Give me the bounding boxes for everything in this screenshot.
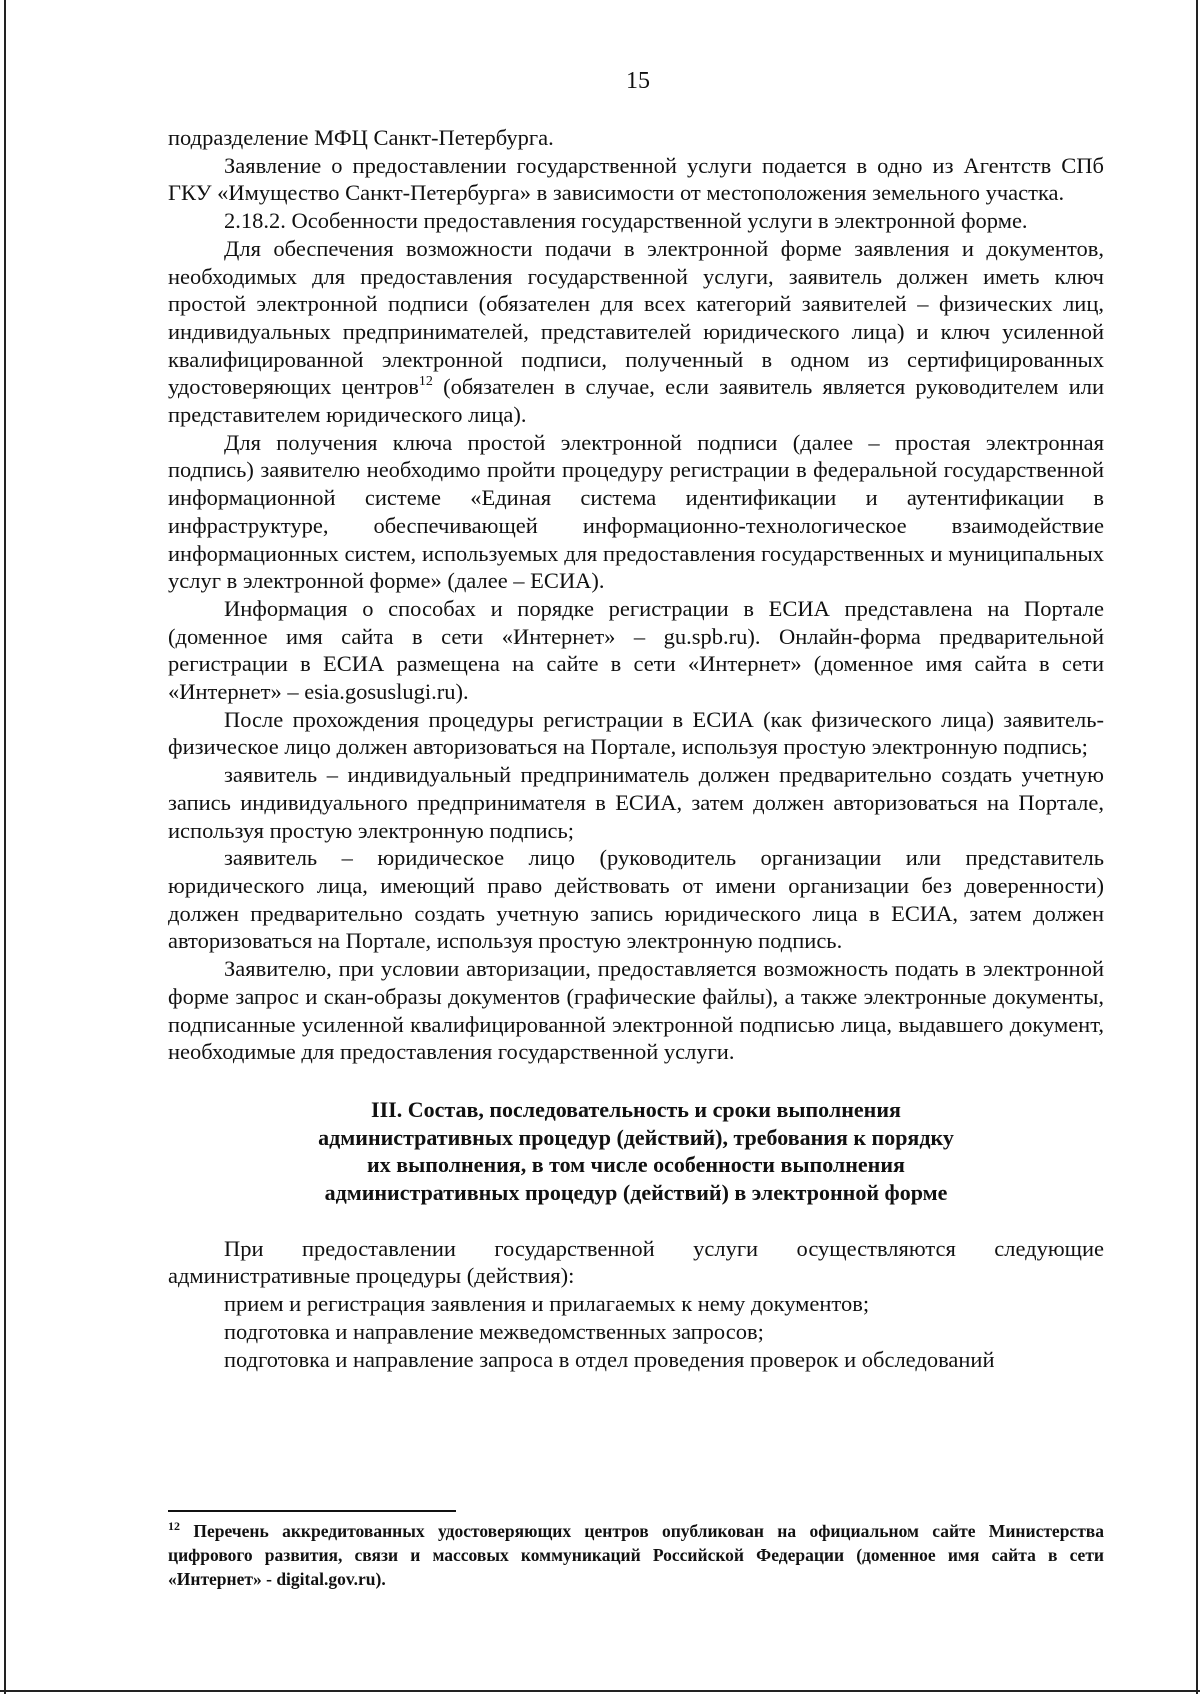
list-item: подготовка и направление межведомственных запросов;: [224, 1318, 764, 1344]
paragraph-section-number: 2.18.2. Особенности предоставления государственной услуги в электронной форме.: [224, 208, 1028, 234]
paragraph-text-before-ref: Для обеспечения возможности подачи в электронной форме заявления и документов, необходимых для предоставления государственной услуги, заявитель должен иметь ключ простой электронной подписи (обязателен для всех категорий заявителей – физических лиц, индивидуальных предпринимателей, представителей юридического лица) и ключ усиленной квалифицированной электронной подписи, полученный в одном из сертифицированных удостоверяющих центров: [168, 235, 1104, 400]
document-body: [168, 124, 1104, 1373]
footnote-text: Перечень аккредитованных удостоверяющих центров опубликован на официальном сайте Министерства цифрового развития, связи и массовых коммуникаций Российской Федерации (доменное имя сайта в сети «Интернет» - digital.gov.ru).: [168, 1521, 1104, 1589]
section-heading-line: административных процедур (действий) в электронной форме: [324, 1180, 948, 1206]
list-item: прием и регистрация заявления и прилагаемых к нему документов;: [224, 1291, 870, 1317]
paragraph: Заявителю, при условии авторизации, предоставляется возможность подать в электронной форме запрос и скан-образы документов (графические файлы), а также электронные документы, подписанные усиленной квалифицированной электронной подписью лица, выдавшего документ, необходимые для предоставления государственной услуги.: [168, 956, 1104, 1065]
page-number: 15: [626, 68, 650, 94]
footnote-separator: [168, 1510, 456, 1512]
paragraph-with-footnote-ref: [168, 235, 1104, 429]
paragraph: При предоставлении государственной услуги осуществляются следующие административные процедуры (действия):: [168, 1235, 1104, 1289]
footnote-marker: 12: [168, 1519, 180, 1533]
paragraph: Информация о способах и порядке регистрации в ЕСИА представлена на Портале (доменное имя сайта в сети «Интернет» – gu.spb.ru). Онлайн-форма предварительной регистрации в ЕСИА размещена на сайте в сети «Интернет» (доменное имя сайта в сети «Интернет» – esia.gosuslugi.ru).: [168, 595, 1104, 705]
paragraph: После прохождения процедуры регистрации в ЕСИА (как физического лица) заявитель-физическое лицо должен авторизоваться на Портале, используя простую электронную подпись;: [168, 706, 1104, 760]
page-border-left: [4, 0, 6, 1694]
paragraph: Для получения ключа простой электронной подписи (далее – простая электронная подпись) заявителю необходимо пройти процедуру регистрации в федеральной государственной информационной системе «Единая система идентификации и аутентификации в инфраструктуре, обеспечивающей информационно-технологическое взаимодействие информационных систем, используемых для предоставления государственных и муниципальных услуг в электронной форме» (далее – ЕСИА).: [168, 429, 1104, 594]
paragraph-text-after-ref: (обязателен в случае, если заявитель является руководителем или представителем юридического лица).: [168, 374, 1105, 428]
footnote-reference: 12: [418, 374, 433, 390]
paragraph: заявитель – юридическое лицо (руководитель организации или представитель юридического лица, имеющий право действовать от имени организации без доверенности) должен предварительно создать учетную запись юридического лица в ЕСИА, затем должен авторизоваться на Портале, используя простую электронную подпись.: [168, 845, 1104, 954]
list-item: подготовка и направление запроса в отдел проведения проверок и обследований: [224, 1346, 995, 1372]
section-heading-line: III. Состав, последовательность и сроки выполнения: [371, 1096, 901, 1122]
section-heading-line: их выполнения, в том числе особенности выполнения: [367, 1152, 905, 1178]
paragraph: Заявление о предоставлении государственной услуги подается в одно из Агентств СПб ГКУ «Имущество Санкт-Петербурга» в зависимости от местоположения земельного участка.: [168, 152, 1104, 206]
footnote: [168, 1519, 1104, 1591]
paragraph: подразделение МФЦ Санкт-Петербурга.: [168, 125, 554, 150]
section-heading: [168, 1096, 1104, 1207]
page-border-right: [1196, 0, 1198, 1694]
paragraph: заявитель – индивидуальный предприниматель должен предварительно создать учетную запись индивидуального предпринимателя в ЕСИА, затем должен авторизоваться на Портале, используя простую электронную подпись;: [168, 762, 1104, 843]
section-heading-line: административных процедур (действий), требования к порядку: [318, 1124, 954, 1150]
page-border-bottom: [0, 1690, 1200, 1692]
